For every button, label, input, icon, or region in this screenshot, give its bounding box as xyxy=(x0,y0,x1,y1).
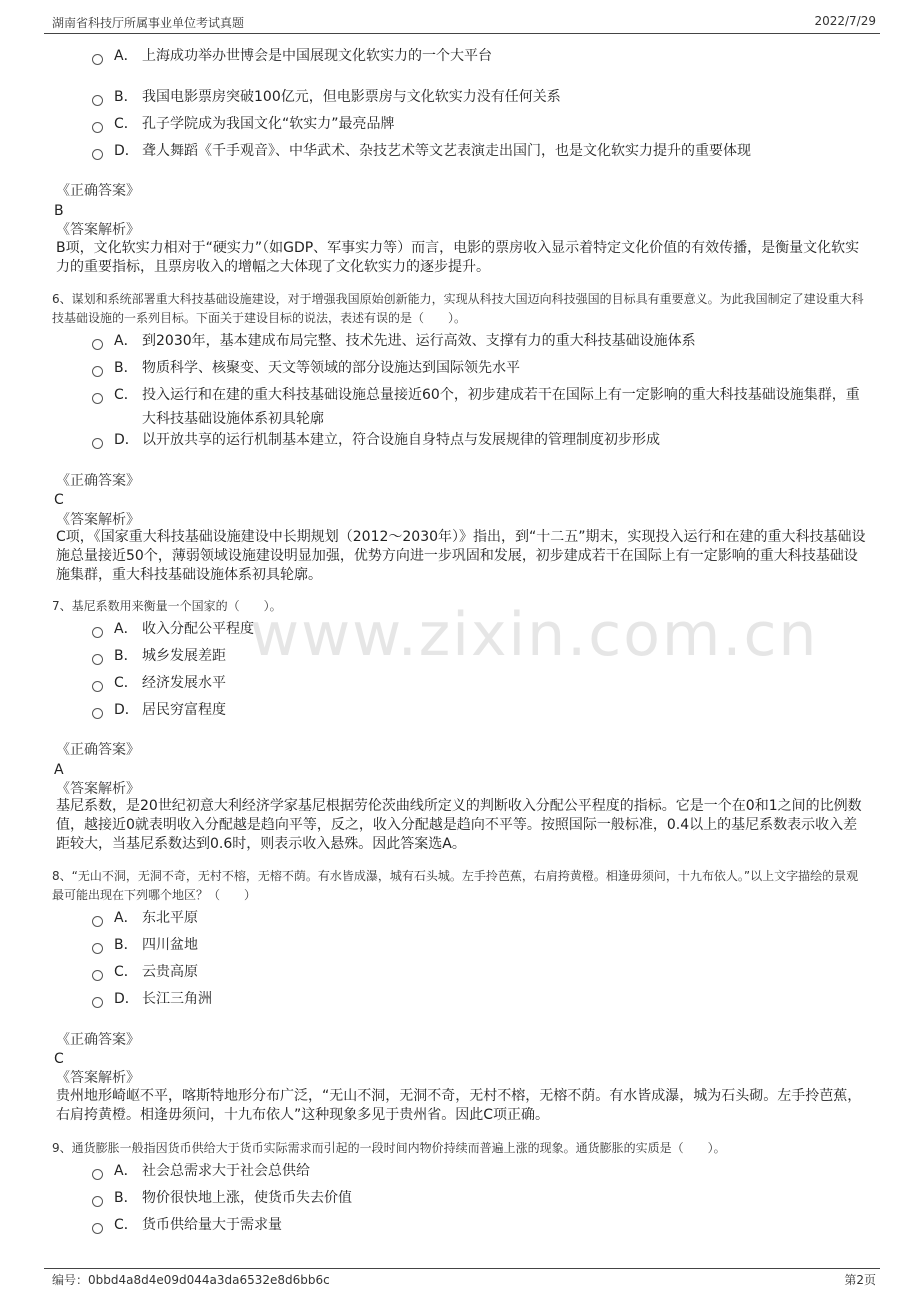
option-letter: D． xyxy=(114,432,139,448)
header-date: 2022/7/29 xyxy=(814,14,876,28)
option-text: 云贵高原 xyxy=(142,964,198,980)
page-number: 第2页 xyxy=(844,1273,876,1287)
option-letter: A． xyxy=(114,910,138,926)
analysis-label: 《答案解析》 xyxy=(56,781,140,797)
radio-icon[interactable] xyxy=(92,970,103,981)
option-text: 收入分配公平程度 xyxy=(142,621,254,637)
option-letter: B． xyxy=(114,937,138,953)
header-divider xyxy=(44,33,880,34)
option-text: 居民穷富程度 xyxy=(142,702,226,718)
answer-value: C xyxy=(54,492,64,508)
radio-icon[interactable] xyxy=(92,654,103,665)
analysis-text: C项，《国家重大科技基础设施建设中长期规划（2012～2030年）》指出，到“十二五”期末，实现投入运行和在建的重大科技基础设施总量接近50个，薄弱领域设施建设明显加强，优势方向进一步巩固和发展，初步建成若干在国际上有一定影响的重大科技基础设施集群，重大科技基础设施体系初具轮廓。 xyxy=(56,529,866,583)
page-footer xyxy=(52,1271,876,1289)
question-7: 7、基尼系数用来衡量一个国家的（ ）。 xyxy=(52,599,282,613)
option-text: 物质科学、核聚变、天文等领域的部分设施达到国际领先水平 xyxy=(142,360,520,376)
analysis-text: B项，文化软实力相对于“硬实力”（如GDP、军事实力等）而言，电影的票房收入显示着特定文化价值的有效传播，是衡量文化软实力的重要指标，且票房收入的增幅之大体现了文化软实力的逐步提升。 xyxy=(56,240,860,275)
radio-icon[interactable] xyxy=(92,54,103,65)
option-letter: D． xyxy=(114,143,139,159)
radio-icon[interactable] xyxy=(92,943,103,954)
question-8: 8、“无山不洞，无洞不奇，无村不榕，无榕不荫。有水皆成瀑，城有石头城。左手拎芭蕉，右肩挎黄橙。相逢毋须问，十九布依人。”以上文字描绘的景观最可能出现在下列哪个地区？（ ） xyxy=(52,869,859,902)
answer-label: 《正确答案》 xyxy=(56,183,140,199)
radio-icon[interactable] xyxy=(92,627,103,638)
option-letter: C． xyxy=(114,116,138,132)
radio-icon[interactable] xyxy=(92,366,103,377)
option-letter: A． xyxy=(114,48,138,64)
analysis-text: 基尼系数，是20世纪初意大利经济学家基尼根据劳伦茨曲线所定义的判断收入分配公平程度的指标。它是一个在0和1之间的比例数值，越接近0就表明收入分配越是趋向平等，反之，收入分配越是趋向不平等。按照国际一般标准，0.4以上的基尼系数表示收入差距较大，当基尼系数达到0.6时，则表示收入悬殊。因此答案选A。 xyxy=(56,798,862,852)
option-text: 到2030年，基本建成布局完整、技术先进、运行高效、支撑有力的重大科技基础设施体系 xyxy=(142,333,696,349)
answer-value: A xyxy=(54,762,64,778)
option-text: 货币供给量大于需求量 xyxy=(142,1217,282,1233)
option-text: 长江三角洲 xyxy=(142,991,212,1007)
question-6: 6、谋划和系统部署重大科技基础设施建设，对于增强我国原始创新能力，实现从科技大国迈向科技强国的目标具有重要意义。为此我国制定了建设重大科技基础设施的一系列目标。下面关于建设目标的说法，表述有误的是（ ）。 xyxy=(52,292,864,325)
question-9: 9、通货膨胀一般指因货币供给大于货币实际需求而引起的一段时间内物价持续而普遍上涨的现象。通货膨胀的实质是（ ）。 xyxy=(52,1141,726,1155)
answer-value: B xyxy=(54,203,64,219)
page-header xyxy=(52,14,876,32)
option-letter: B． xyxy=(114,89,138,105)
radio-icon[interactable] xyxy=(92,681,103,692)
option-text: 孔子学院成为我国文化“软实力”最亮品牌 xyxy=(142,116,395,132)
radio-icon[interactable] xyxy=(92,122,103,133)
option-text: 上海成功举办世博会是中国展现文化软实力的一个大平台 xyxy=(142,48,492,64)
answer-label: 《正确答案》 xyxy=(56,1032,140,1048)
option-text: 城乡发展差距 xyxy=(142,648,226,664)
radio-icon[interactable] xyxy=(92,1196,103,1207)
option-letter: D． xyxy=(114,702,139,718)
option-letter: A． xyxy=(114,333,138,349)
radio-icon[interactable] xyxy=(92,997,103,1008)
option-text: 我国电影票房突破100亿元，但电影票房与文化软实力没有任何关系 xyxy=(142,89,561,105)
header-title: 湖南省科技厅所属事业单位考试真题 xyxy=(52,16,245,30)
radio-icon[interactable] xyxy=(92,339,103,350)
radio-icon[interactable] xyxy=(92,95,103,106)
option-text: 经济发展水平 xyxy=(142,675,226,691)
option-letter: D． xyxy=(114,991,139,1007)
option-text: 东北平原 xyxy=(142,910,198,926)
option-letter: C． xyxy=(114,964,138,980)
radio-icon[interactable] xyxy=(92,1223,103,1234)
footer-divider xyxy=(44,1268,880,1269)
radio-icon[interactable] xyxy=(92,393,103,404)
option-text: 以开放共享的运行机制基本建立，符合设施自身特点与发展规律的管理制度初步形成 xyxy=(142,432,660,448)
option-letter: B． xyxy=(114,648,138,664)
option-text: 聋人舞蹈《千手观音》、中华武术、杂技艺术等文艺表演走出国门，也是文化软实力提升的重要体现 xyxy=(142,143,751,159)
answer-label: 《正确答案》 xyxy=(56,473,140,489)
option-letter: B． xyxy=(114,1190,138,1206)
radio-icon[interactable] xyxy=(92,1169,103,1180)
answer-value: C xyxy=(54,1051,64,1067)
option-letter: B． xyxy=(114,360,138,376)
option-text: 投入运行和在建的重大科技基础设施总量接近60个，初步建成若干在国际上有一定影响的重大科技基础设施集群，重大科技基础设施体系初具轮廓 xyxy=(142,387,860,427)
radio-icon[interactable] xyxy=(92,149,103,160)
analysis-text: 贵州地形崎岖不平，喀斯特地形分布广泛，“无山不洞，无洞不奇，无村不榕，无榕不荫。有水皆成瀑，城为石头砌。左手拎芭蕉，右肩挎黄橙。相逢毋须问，十九布依人”这种现象多见于贵州省。因此C项正确。 xyxy=(56,1088,862,1123)
document-code: 编号：0bbd4a8d4e09d044a3da6532e8d6bb6c xyxy=(52,1273,330,1287)
radio-icon[interactable] xyxy=(92,438,103,449)
radio-icon[interactable] xyxy=(92,708,103,719)
option-letter: C． xyxy=(114,1217,138,1233)
option-text: 物价很快地上涨，使货币失去价值 xyxy=(142,1190,352,1206)
watermark: www.zixin.com.cn xyxy=(250,600,819,670)
option-letter: C． xyxy=(114,675,138,691)
option-letter: A． xyxy=(114,1163,138,1179)
analysis-label: 《答案解析》 xyxy=(56,512,140,528)
analysis-label: 《答案解析》 xyxy=(56,222,140,238)
answer-label: 《正确答案》 xyxy=(56,742,140,758)
analysis-label: 《答案解析》 xyxy=(56,1070,140,1086)
option-letter: A． xyxy=(114,621,138,637)
radio-icon[interactable] xyxy=(92,916,103,927)
option-text: 四川盆地 xyxy=(142,937,198,953)
option-letter: C． xyxy=(114,387,138,403)
option-text: 社会总需求大于社会总供给 xyxy=(142,1163,310,1179)
